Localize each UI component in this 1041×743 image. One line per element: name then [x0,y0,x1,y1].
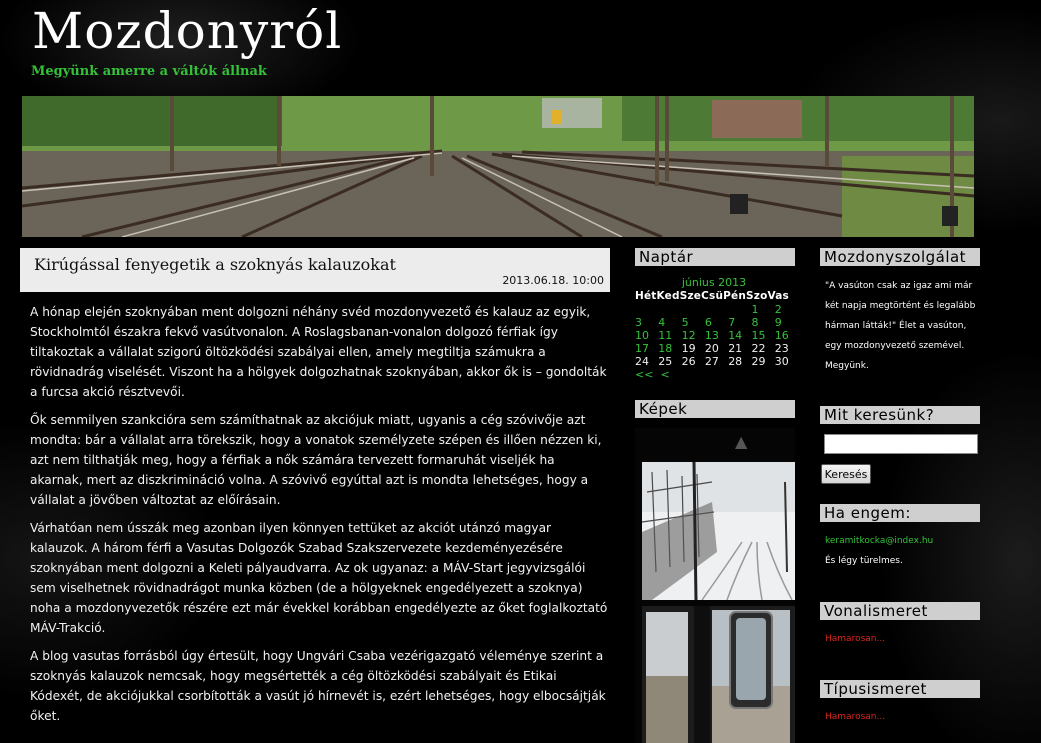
calendar-day: 26 [681,355,696,368]
calendar-widget-title: Naptár [635,248,795,266]
calendar-day: 28 [728,355,743,368]
calendar-weekday-header: HétKedSzeCsüPénSzoVas [635,290,790,302]
photo-thumbnail[interactable] [642,462,795,600]
about-widget-title: Mozdonyszolgálat [820,248,980,266]
calendar-day[interactable]: 8 [751,316,759,329]
calendar-day[interactable]: 16 [774,329,789,342]
calendar-prev-link[interactable]: << [635,368,654,381]
calendar-day[interactable]: 18 [658,342,673,355]
routes-soon-text: Hamarosan... [825,634,886,644]
images-widget-title: Képek [635,400,795,418]
routes-widget-title: Vonalismeret [820,602,980,620]
post-paragraph: Várhatóan nem ússzák meg azonban ilyen könnyen tettüket az akciót utánzó magyar kalauzok. A három férfi a Vasutas Dolgozók Szabad Szakszervezete kezdeményezésére szoknyában ment dolgozni a Keleti pályaudvarra. Az ok ugyanaz: a MÁV-Start jegyvizsgálói sem viselhetnek rövidnadrágot munka közben (de a hölgyeknek engedélyezett a szoknya) noha a mozdonyvezetők részére ezt már évekkel korábban engedélyezte az őket foglalkoztató MÁV-Trakció. [30,521,608,635]
search-button[interactable]: Keresés [821,464,871,484]
site-title[interactable]: Mozdonyról [32,2,343,60]
calendar-day: 27 [704,355,719,368]
calendar-day: 23 [774,342,789,355]
photo-thumbnail[interactable] [642,606,795,743]
calendar-day: 19 [681,342,696,355]
calendar-day[interactable]: 7 [728,316,736,329]
calendar-day[interactable]: 10 [635,329,649,342]
post-header [20,248,610,292]
site-tagline: Megyünk amerre a váltók állnak [31,64,267,79]
calendar-day[interactable]: 1 [751,303,759,316]
search-input[interactable] [824,434,978,454]
calendar-day[interactable]: 12 [681,329,696,342]
types-widget-title: Típusismeret [820,680,980,698]
calendar-day: 29 [751,355,766,368]
about-text: "A vasúton csak az igaz ami már két napja megtörtént és legalább hárman látták!" Élet a vasúton, egy mozdonyvezető szemével. Megyünk. [825,281,976,371]
post-paragraph: A blog vasutas forrásból úgy értesült, hogy Ungvári Csaba vezérigazgató véleménye szerint a szoknyás kalauzok nemcsak, hogy megsértették a cég öltözködési szabályait és Etikai Kódexét, de akciójukkal csorbították a vasút jó hírnevét is, ezért lehetséges, hogy elbocsájtják őket. [30,649,606,723]
calendar-day[interactable]: 5 [681,316,689,329]
contact-note: És légy türelmes. [825,556,903,566]
calendar-day[interactable]: 3 [635,316,642,329]
calendar-day: 30 [774,355,789,368]
types-soon-text: Hamarosan... [825,712,886,722]
calendar-day[interactable]: 9 [774,316,782,329]
calendar-nav [635,368,670,381]
calendar-day[interactable]: 14 [728,329,743,342]
up-arrow-icon[interactable]: ▲ [735,432,748,451]
post-paragraph: A hónap elején szoknyában ment dolgozni néhány svéd mozdonyvezető és kalauz az egyik, Stockholmtól északra fekvő vasútvonalon. A Roslagsbanan-vonalon dolgozó férfiak így tiltakoztak a vállalat szigorú öltözködési szabályai ellen, amely megtiltja számukra a rövidnadrág viselését. Viszont ha a hölgyek dolgozhatnak szoknyában, akkor ők is – gondolták a furcsa akció résztvevői. [30,305,607,399]
calendar-day[interactable]: 15 [751,329,766,342]
calendar-day: 22 [751,342,766,355]
post-body [30,302,608,734]
calendar-next-link[interactable]: < [660,368,670,381]
calendar-day[interactable]: 2 [774,303,782,316]
post-title[interactable]: Kirúgással fenyegetik a szoknyás kalauzokat [34,255,396,274]
post-paragraph: Ők semmilyen szankcióra sem számíthatnak az akciójuk miatt, ugyanis a cég szóvivője azt mondta: bár a vállalat arra törekszik, hogy a vonatok személyzete szépen és illően nézzen ki, azt nem tilthatják meg, hogy a férfiak a nők számára tervezett formaruhát viseljék ha akarnak, mert az diszkrimináció volna. A szóvivő egyúttal azt is mondta lehetséges, hogy a vállalat a jövőben változtat az előírásain. [30,413,602,507]
calendar-day: 25 [658,355,673,368]
calendar-day[interactable]: 13 [704,329,719,342]
post-date: 2013.06.18. 10:00 [502,274,604,287]
contact-widget-title: Ha engem: [820,504,980,522]
contact-email-link[interactable]: keramitkocka@index.hu [825,536,934,546]
calendar-day[interactable]: 4 [658,316,666,329]
calendar-day: 21 [728,342,743,355]
calendar-day[interactable]: 6 [704,316,712,329]
calendar-day: 24 [635,355,649,368]
calendar-day[interactable]: 17 [635,342,649,355]
search-widget-title: Mit keresünk? [820,406,980,424]
header-banner-image [22,96,974,237]
calendar-caption: június 2013 [681,276,747,289]
calendar-day[interactable]: 11 [658,329,673,342]
calendar-day: 20 [704,342,719,355]
